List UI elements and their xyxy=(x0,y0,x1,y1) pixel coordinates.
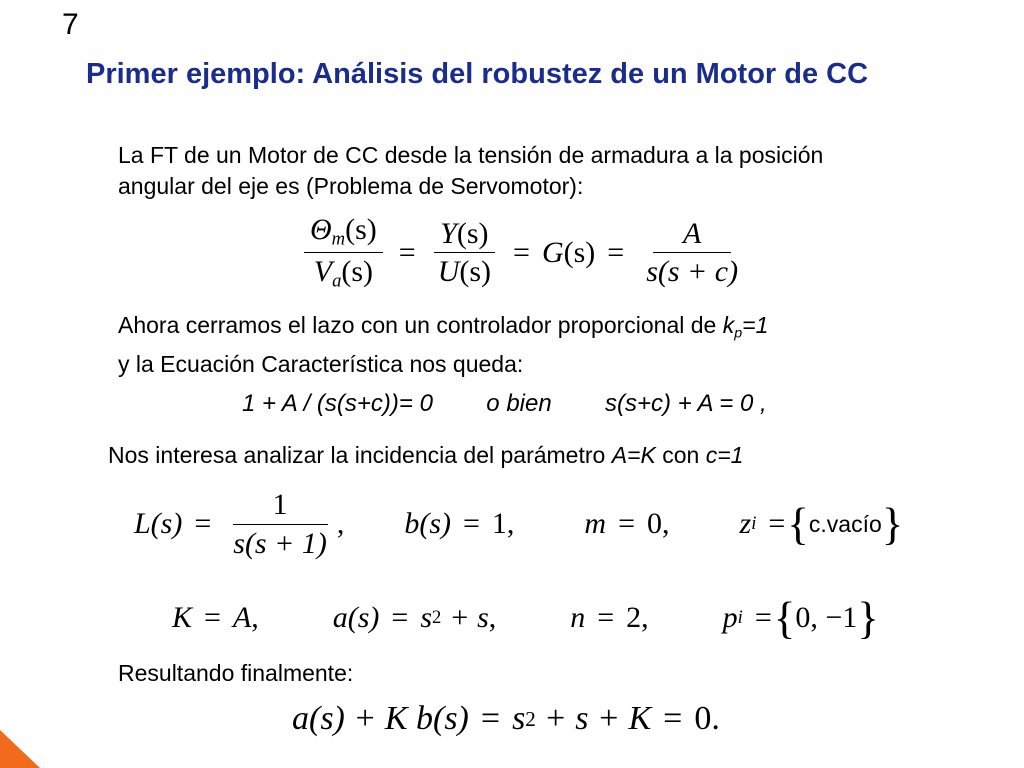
y-arg: (s) xyxy=(456,216,489,250)
l-fraction xyxy=(227,489,333,559)
intro-line-2: angular del eje es (Problema de Servomotor): xyxy=(118,173,584,199)
z-subscript: i xyxy=(751,513,757,534)
slide-title: Primer ejemplo: Análisis del robustez de un Motor de CC xyxy=(86,58,869,90)
l-of-s: L(s) xyxy=(134,507,183,540)
z-value-empty-set: c.vacío xyxy=(808,510,882,537)
kp-value: =1 xyxy=(742,312,769,338)
u-symbol: U xyxy=(437,255,460,289)
a-rhs-s: s xyxy=(420,601,433,634)
theta-arg: (s) xyxy=(345,213,377,246)
l-numerator: 1 xyxy=(233,489,328,525)
corner-decoration-icon xyxy=(0,730,40,768)
theta-over-v-fraction xyxy=(304,214,383,291)
final-equation: a(s) + K b(s) = s 2 + s + K = 0. xyxy=(292,700,720,737)
sc-denominator: s(s + c) xyxy=(646,255,739,289)
closed-loop-line-1 xyxy=(118,310,768,349)
char-eq-part-1: 1 + A / (s(s+c))= 0 xyxy=(242,390,433,417)
intro-line-1: La FT de un Motor de CC desde la tensión de armadura a la posición xyxy=(118,142,824,168)
transfer-function-equation: $\frac{\Theta_m(s)}{V_a(s)}$ = $\frac{Y(s)}{U(s)}$ = G (s) = $\frac{A}{s(s + c)}$ xyxy=(300,214,748,291)
params-row-1: L(s) = $\frac{1}{s(s + 1)}$ , b(s) = 1 , m = 0 , z i = { c.vacío } xyxy=(134,488,904,560)
intro-paragraph xyxy=(118,140,823,202)
z-symbol: z xyxy=(739,507,752,540)
interest-param: A=K xyxy=(611,442,656,468)
a-over-sc-fraction xyxy=(640,218,744,288)
l-denominator: s(s + 1) xyxy=(233,526,327,560)
p-subscript: i xyxy=(737,607,743,628)
a-rhs-rest: + s xyxy=(449,601,489,634)
final-zero: 0. xyxy=(694,700,720,737)
y-over-u-fraction xyxy=(432,218,497,288)
params-row-2: K = A , a(s) = s 2 + s , n = 2 , p i = { 0, −1 } xyxy=(172,592,879,643)
interest-mid: con xyxy=(655,442,706,468)
final-rhs-s: s xyxy=(512,700,526,737)
interest-condition: c=1 xyxy=(705,442,744,468)
char-eq-part-2: s(s+c) + A = 0 , xyxy=(605,390,767,417)
g-arg: (s) xyxy=(563,235,596,269)
k-symbol: K xyxy=(172,601,193,634)
p-symbol: p xyxy=(722,601,738,634)
characteristic-equation xyxy=(242,390,767,418)
m-symbol: m xyxy=(584,507,607,540)
p-value-set: 0, −1 xyxy=(795,601,858,634)
interest-text: Nos interesa analizar la incidencia del parámetro xyxy=(108,442,612,468)
b-of-s: b(s) xyxy=(404,507,451,540)
closed-loop-line-2: y la Ecuación Característica nos queda: xyxy=(118,351,524,378)
final-lhs: a(s) + K b(s) xyxy=(292,700,469,737)
char-eq-connector: o bien xyxy=(486,390,552,417)
theta-subscript: m xyxy=(331,228,346,250)
v-subscript: a xyxy=(332,270,342,292)
u-arg: (s) xyxy=(459,255,492,289)
a-numerator: A xyxy=(653,218,731,254)
final-exponent: 2 xyxy=(525,706,536,731)
n-symbol: n xyxy=(570,601,586,634)
closed-loop-text: Ahora cerramos el lazo con un controlador proporcional de xyxy=(118,312,723,338)
n-value: 2 xyxy=(626,601,642,634)
a-of-s: a(s) xyxy=(332,601,380,634)
k-value: A xyxy=(232,601,252,634)
kp-subscript: p xyxy=(734,325,743,342)
a-exponent: 2 xyxy=(432,607,442,628)
v-symbol: V xyxy=(313,255,333,289)
b-value: 1 xyxy=(491,507,507,540)
m-value: 0 xyxy=(647,507,663,540)
kp-symbol: k xyxy=(722,312,735,338)
g-symbol: G xyxy=(541,235,564,269)
theta-symbol: Θ xyxy=(310,213,332,246)
result-label: Resultando finalmente: xyxy=(118,660,354,686)
final-rhs-rest: + s + K xyxy=(543,700,652,737)
v-arg: (s) xyxy=(341,255,374,289)
interest-line xyxy=(108,440,743,471)
slide-number: 7 xyxy=(62,8,79,41)
closed-loop-paragraph xyxy=(118,310,768,380)
y-symbol: Y xyxy=(440,216,457,250)
